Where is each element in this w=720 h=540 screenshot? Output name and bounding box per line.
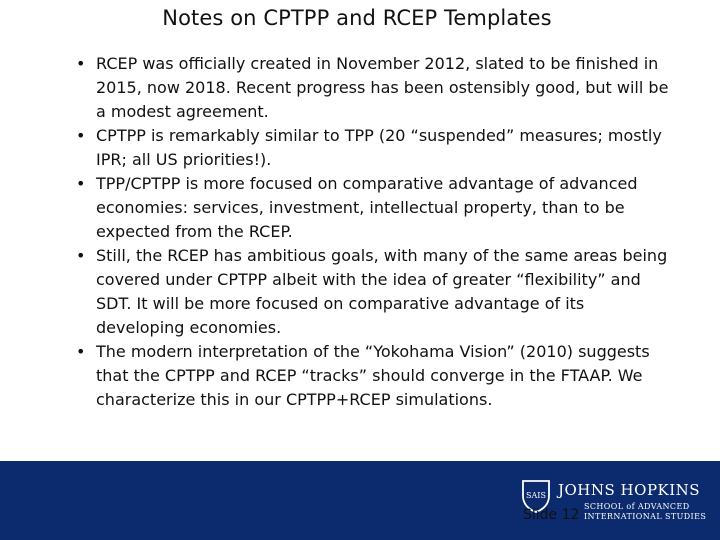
bullet-item <box>70 172 670 244</box>
logo-subtitle-2: INTERNATIONAL STUDIES <box>584 512 707 521</box>
bullet-marker: • <box>76 54 86 73</box>
slide-title: Notes on CPTPP and RCEP Templates <box>162 6 552 30</box>
bullet-text: Still, the RCEP has ambitious goals, with many of the same areas being covered under CPTPP albeit with the idea of greater “flexibility” and SDT. It will be more focused on comparative advantage of its developing economies. <box>96 246 668 337</box>
logo-name: JOHNS HOPKINS <box>558 481 701 499</box>
slide-number: Slide 12 <box>523 507 580 523</box>
bullet-marker: • <box>76 174 86 193</box>
bullet-marker: • <box>76 246 86 265</box>
bullet-text: CPTPP is remarkably similar to TPP (20 “suspended” measures; mostly IPR; all US priorities!). <box>96 126 662 169</box>
bullet-list <box>70 52 670 412</box>
bullet-marker: • <box>76 342 86 361</box>
bullet-text: TPP/CPTPP is more focused on comparative advantage of advanced economies: services, investment, intellectual property, than to be expected from the RCEP. <box>96 174 638 241</box>
seal-text: SAIS <box>526 491 546 500</box>
bullet-text: The modern interpretation of the “Yokohama Vision” (2010) suggests that the CPTPP and RCEP “tracks” should converge in the FTAAP. We characterize this in our CPTPP+RCEP simulations. <box>96 342 650 409</box>
bullet-item <box>70 244 670 340</box>
bullet-item <box>70 124 670 172</box>
logo-subtitle-1: SCHOOL of ADVANCED <box>584 502 690 511</box>
bullet-marker: • <box>76 126 86 145</box>
bullet-text: RCEP was officially created in November 2012, slated to be finished in 2015, now 2018. Recent progress has been ostensibly good, but will be a modest agreement. <box>96 54 669 121</box>
bullet-item <box>70 52 670 124</box>
bullet-item <box>70 340 670 412</box>
